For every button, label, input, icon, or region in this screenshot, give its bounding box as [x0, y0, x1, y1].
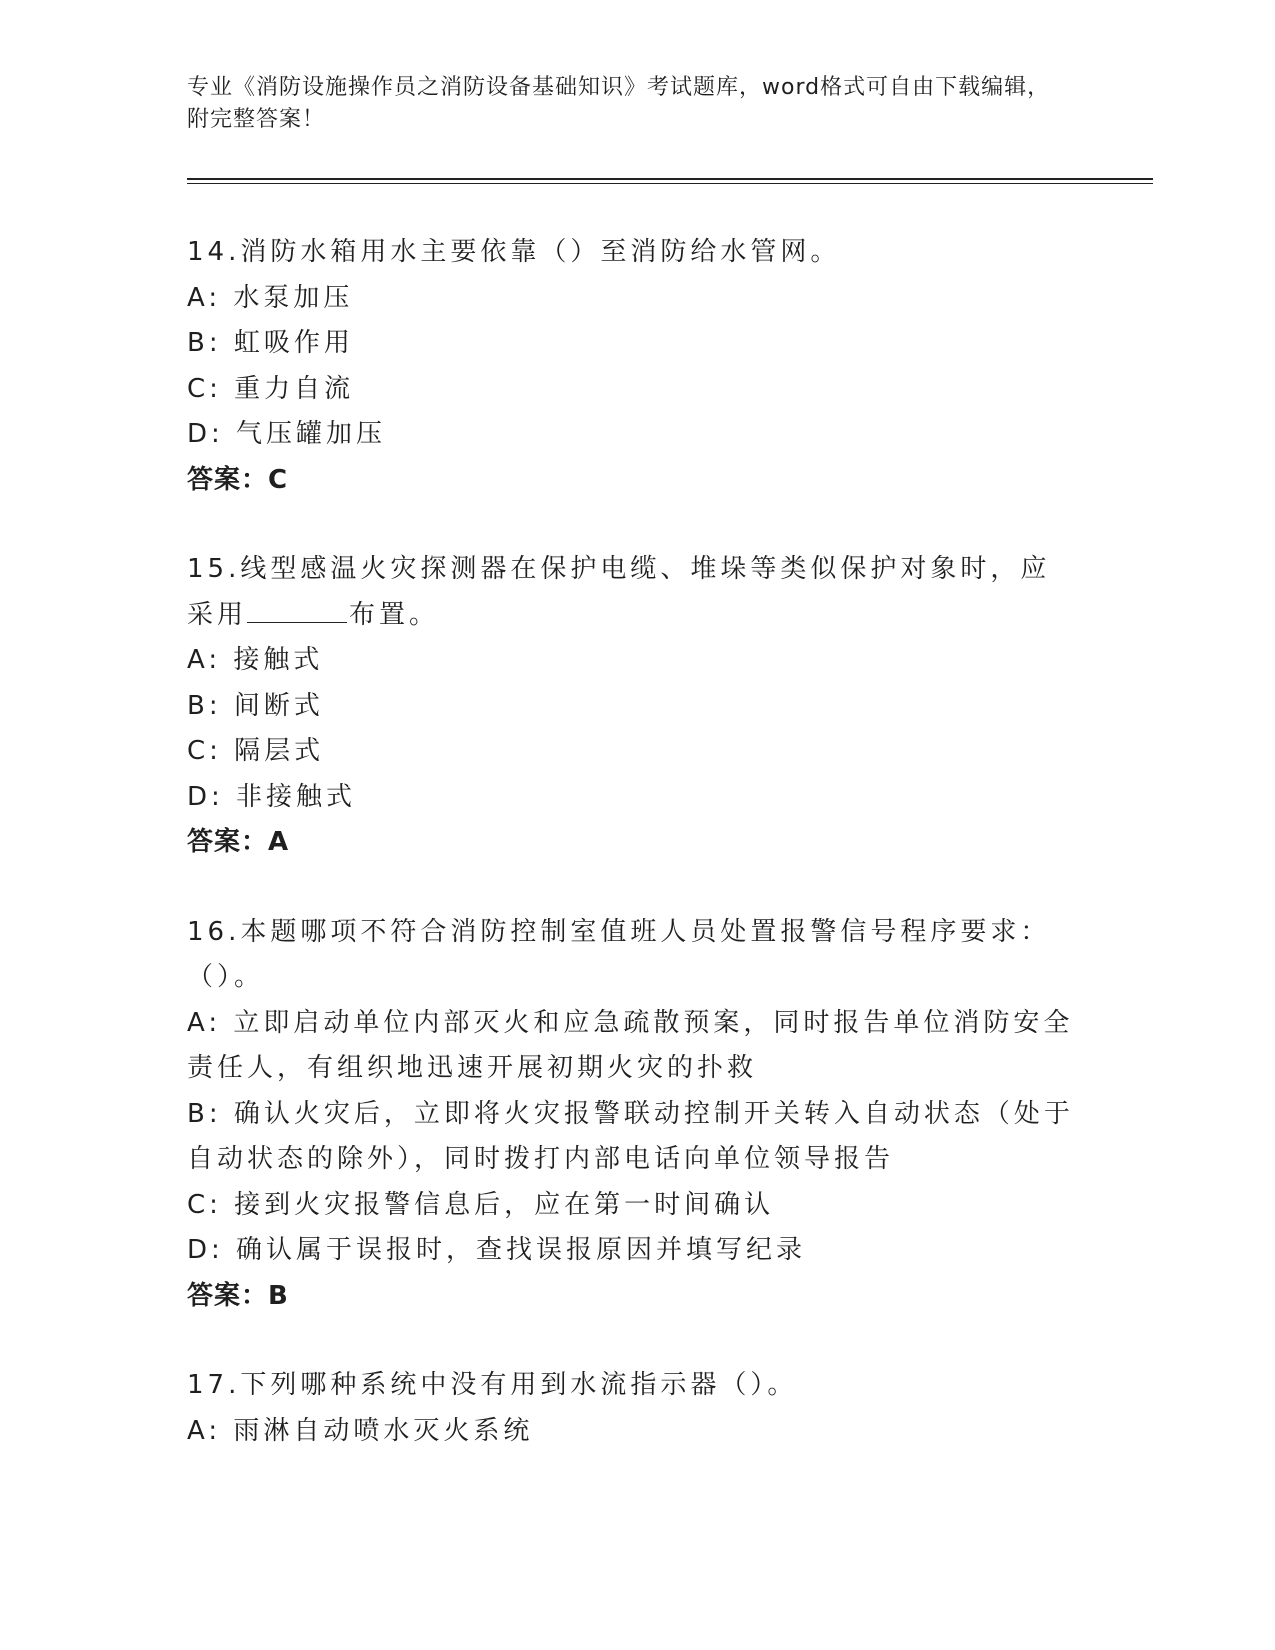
option-c: C: 接到火灾报警信息后，应在第一时间确认 — [187, 1189, 775, 1220]
option-a: A: 接触式 — [187, 645, 324, 675]
question-stem — [187, 547, 1077, 638]
option-c: C: 重力自流 — [187, 373, 355, 404]
answer-line: 答案：C — [187, 464, 289, 495]
answer-line: 答案：B — [187, 1280, 289, 1311]
answer-line: 答案：A — [187, 827, 290, 857]
question-15 — [187, 547, 1077, 866]
fill-in-blank — [247, 598, 347, 623]
option-b: B: 虹吸作用 — [187, 328, 354, 358]
question-list — [187, 230, 1077, 1498]
option-a: A: 雨淋自动喷水灭火系统 — [187, 1415, 534, 1446]
option-d: D: 气压罐加压 — [187, 419, 387, 449]
option-d: D: 非接触式 — [187, 781, 357, 812]
document-header: 专业《消防设施操作员之消防设备基础知识》考试题库，word格式可自由下载编辑，附完整答案！ — [187, 75, 1051, 132]
question-stem: 16.本题哪项不符合消防控制室值班人员处置报警信号程序要求：（）。 — [187, 916, 1051, 992]
question-stem: 17.下列哪种系统中没有用到水流指示器（）。 — [187, 1370, 798, 1400]
option-b: B: 间断式 — [187, 690, 324, 721]
question-stem-part-2: 布置。 — [349, 599, 440, 630]
question-16 — [187, 910, 1077, 1320]
option-b: B: 确认火灾后，立即将火灾报警联动控制开关转入自动状态（处于自动状态的除外），同时拨打内部电话向单位领导报告 — [187, 1098, 1074, 1174]
question-stem-part-1: 15.线型感温火灾探测器在保护电缆、堆垛等类似保护对象时，应采用 — [187, 554, 1051, 630]
header-divider-thick — [187, 178, 1153, 180]
question-14 — [187, 230, 1077, 503]
header-divider-thin — [187, 183, 1153, 184]
question-stem: 14.消防水箱用水主要依靠（）至消防给水管网。 — [187, 237, 841, 267]
option-c: C: 隔层式 — [187, 736, 325, 766]
option-d: D: 确认属于误报时，查找误报原因并填写纪录 — [187, 1235, 807, 1265]
option-a: A: 立即启动单位内部灭火和应急疏散预案，同时报告单位消防安全责任人，有组织地迅速开展初期火灾的扑救 — [187, 1007, 1074, 1083]
option-a: A: 水泵加压 — [187, 282, 354, 313]
question-17 — [187, 1363, 1077, 1454]
